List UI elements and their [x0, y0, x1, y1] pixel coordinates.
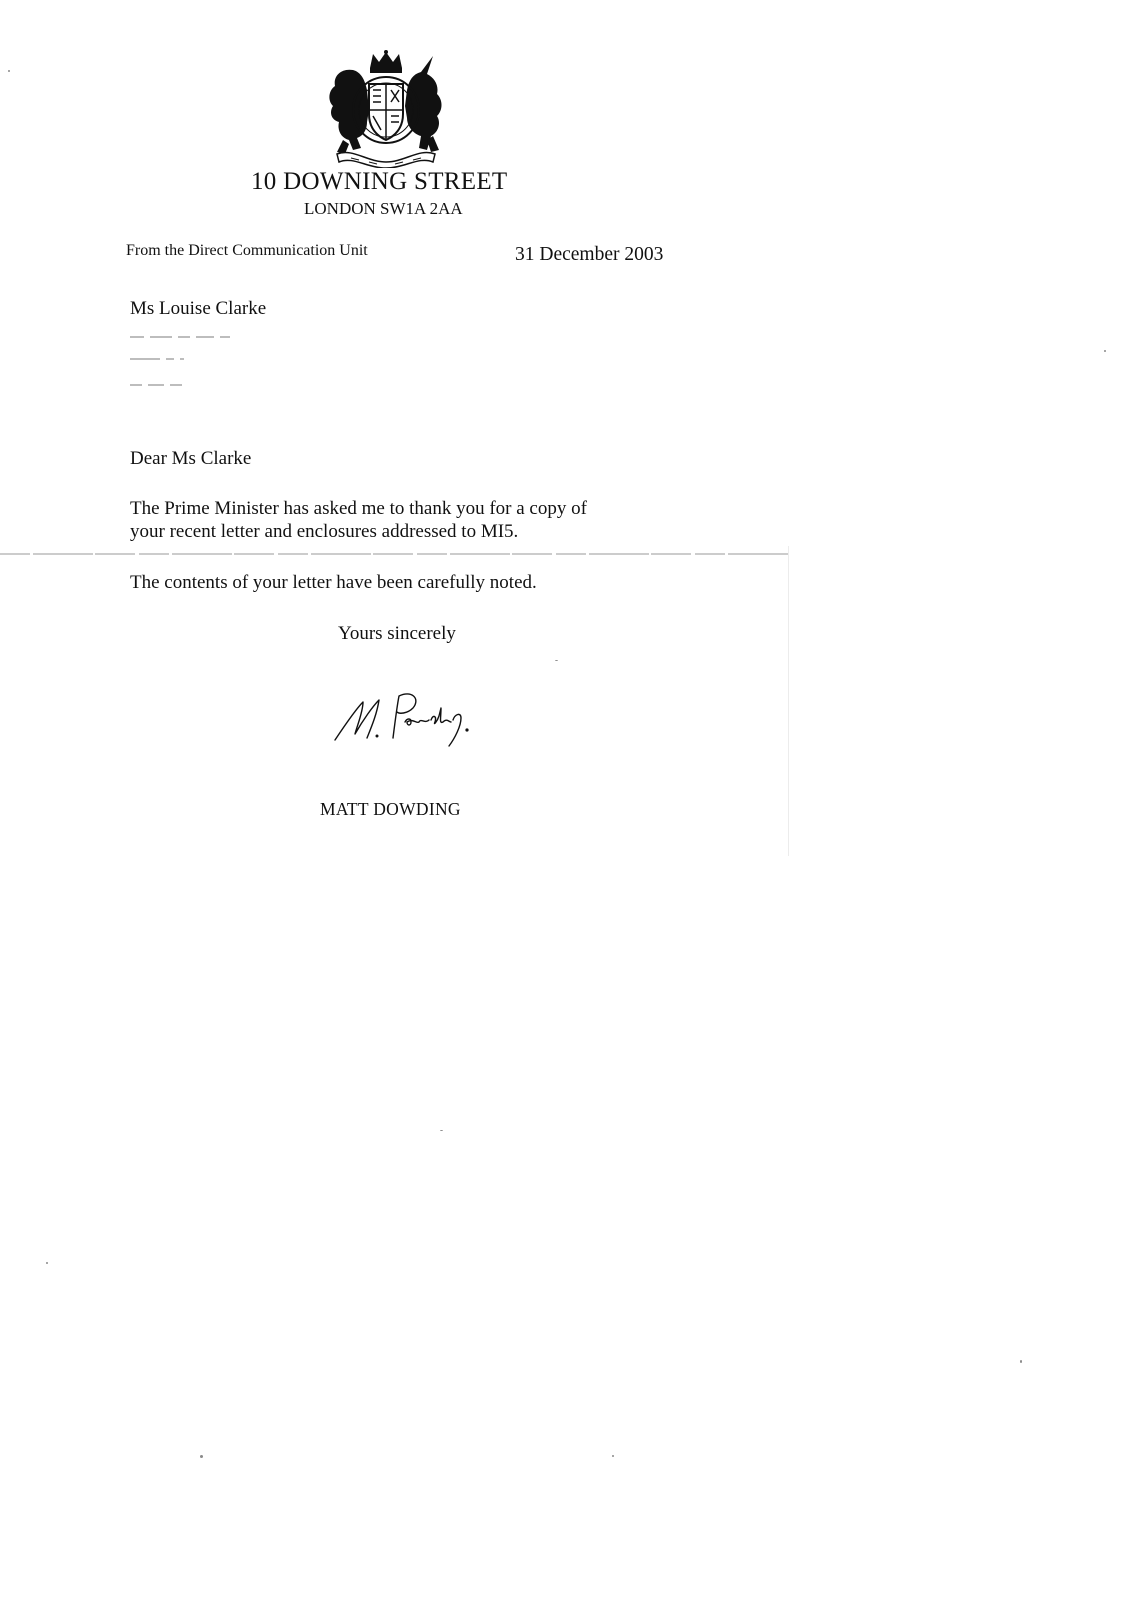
scan-speck: [1104, 350, 1106, 352]
letterhead-address: LONDON SW1A 2AA: [304, 199, 463, 218]
scan-fold-line: [0, 553, 790, 555]
scan-speck: [612, 1455, 614, 1457]
signer-name: MATT DOWDING: [320, 799, 461, 819]
redacted-address-line: [130, 350, 270, 360]
scan-speck: [440, 1130, 443, 1131]
letter-date: 31 December 2003: [515, 244, 664, 265]
royal-coat-of-arms-icon: [323, 50, 449, 168]
scan-speck: [46, 1262, 48, 1264]
body-paragraph-1: [130, 497, 587, 543]
paper-edge: [788, 546, 789, 856]
body-paragraph-2: The contents of your letter have been carefully noted.: [130, 572, 537, 593]
scan-speck: [8, 70, 10, 72]
letterhead-title: 10 DOWNING STREET: [251, 168, 508, 195]
scan-speck: [555, 660, 558, 661]
scan-speck: [200, 1455, 203, 1458]
handwritten-signature-icon: [333, 688, 483, 758]
body-paragraph-1-line-2: your recent letter and enclosures addressed to MI5.: [130, 521, 519, 542]
redacted-address-line: [130, 376, 270, 386]
scan-speck: [1020, 1360, 1022, 1363]
recipient-name: Ms Louise Clarke: [130, 298, 267, 319]
closing: Yours sincerely: [338, 623, 456, 644]
body-paragraph-1-line-1: The Prime Minister has asked me to thank you for a copy of: [130, 498, 587, 519]
redacted-address-line: [130, 328, 270, 338]
from-unit-label: From the Direct Communication Unit: [126, 242, 368, 259]
salutation: Dear Ms Clarke: [130, 448, 252, 469]
